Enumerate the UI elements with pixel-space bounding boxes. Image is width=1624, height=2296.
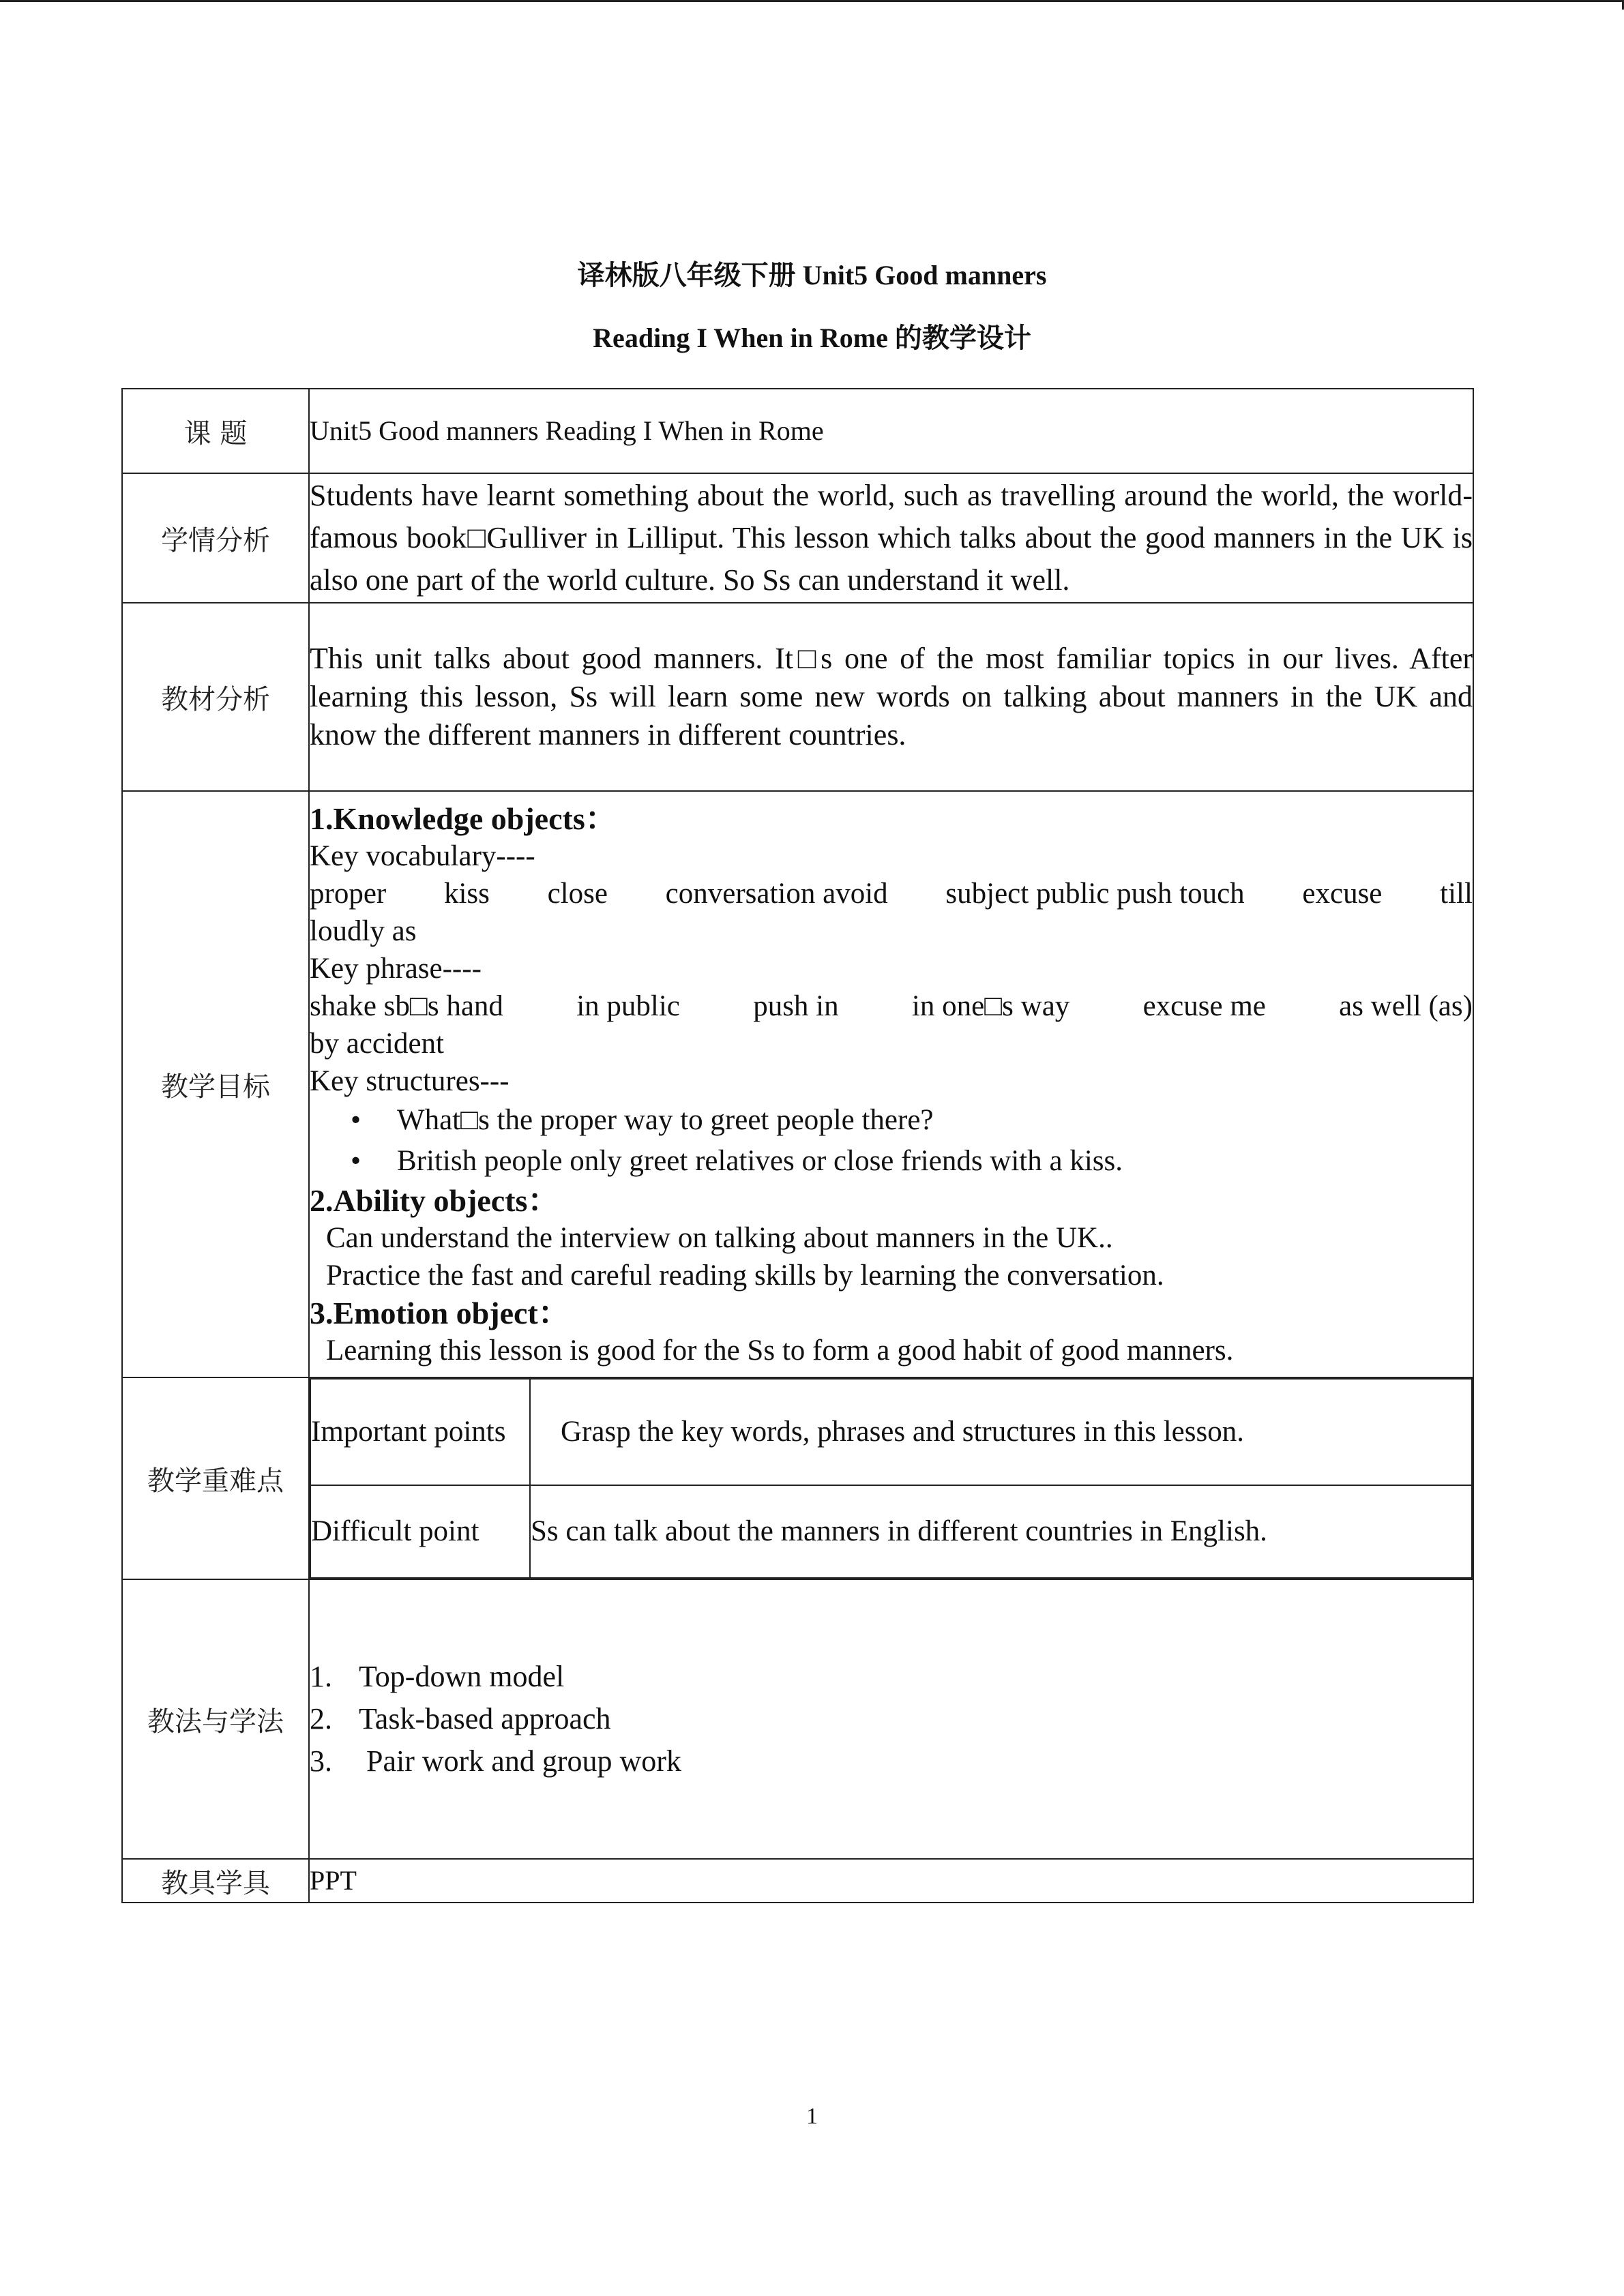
method-text: Top-down model — [359, 1660, 565, 1693]
phrase-label: Key phrase---- — [310, 952, 482, 985]
structure-text: What□s the proper way to greet people there? — [397, 1103, 934, 1136]
objectives-content — [309, 791, 1473, 1377]
difficult-label: Difficult point — [310, 1485, 530, 1578]
material-analysis-label: 教材分析 — [122, 603, 309, 791]
vocab-word: conversation avoid — [665, 877, 888, 910]
subject-value: Unit5 Good manners Reading I When in Rome — [309, 389, 1473, 473]
method-text: Task-based approach — [359, 1702, 611, 1735]
phrase-item: in one□s way — [911, 989, 1070, 1022]
learner-analysis-label: 学情分析 — [122, 473, 309, 603]
phrase-item: push in — [753, 989, 839, 1022]
document-subtitle: Reading I When in Rome 的教学设计 — [593, 323, 1031, 353]
method-number: 3. — [310, 1744, 332, 1778]
vocab-word: kiss — [443, 877, 490, 910]
phrase-line-2: by accident — [310, 1027, 444, 1060]
emotion-text: Learning this lesson is good for the Ss to form a good habit of good manners. — [326, 1334, 1234, 1367]
phrase-item: excuse me — [1142, 989, 1266, 1022]
row-material-analysis — [122, 603, 1473, 791]
methods-list — [309, 1579, 1473, 1859]
vocab-line-2: loudly as — [310, 914, 417, 947]
method-text: Pair work and group work — [359, 1744, 681, 1778]
row-tools — [122, 1859, 1473, 1903]
ability-item: Practice the fast and careful reading skills by learning the conversation. — [326, 1259, 1164, 1292]
phrase-item: in public — [576, 989, 680, 1022]
vocab-word: excuse — [1302, 877, 1383, 910]
method-number: 2. — [310, 1702, 332, 1735]
ability-heading: 2.Ability objects： — [310, 1182, 559, 1218]
method-item — [310, 1698, 1473, 1740]
vocab-word: subject public push touch — [945, 877, 1245, 910]
row-subject — [122, 389, 1473, 473]
method-item — [310, 1740, 1473, 1783]
method-number: 1. — [310, 1660, 332, 1693]
key-points-subtable — [310, 1378, 1473, 1579]
vocab-word: till — [1440, 877, 1473, 910]
objectives-label: 教学目标 — [122, 791, 309, 1377]
page-number: 1 — [806, 2104, 818, 2129]
structures-label: Key structures--- — [310, 1064, 510, 1097]
knowledge-heading: 1.Knowledge objects： — [310, 801, 617, 836]
row-objectives — [122, 791, 1473, 1377]
top-border-line — [0, 0, 1624, 2]
important-text: Grasp the key words, phrases and structures in this lesson. — [530, 1379, 1472, 1485]
key-points-label: 教学重难点 — [122, 1377, 309, 1579]
vocab-line — [310, 875, 1473, 912]
important-label: Important points — [310, 1379, 530, 1485]
tools-value: PPT — [309, 1859, 1473, 1903]
tools-label: 教具学具 — [122, 1859, 309, 1903]
subject-label: 课 题 — [122, 389, 309, 473]
emotion-heading: 3.Emotion object： — [310, 1295, 570, 1330]
ability-item: Can understand the interview on talking about manners in the UK.. — [326, 1221, 1113, 1254]
method-item — [310, 1656, 1473, 1698]
lesson-plan-table — [121, 388, 1474, 1903]
learner-analysis-text: Students have learnt something about the world, such as travelling around the world, the world-famous book□Gulliver in Lilliput. This lesson which talks about the good manners in the UK is also one part of the world culture. So Ss can understand it well. — [309, 473, 1473, 603]
difficult-text: Ss can talk about the manners in different countries in English. — [530, 1485, 1472, 1578]
bullet-icon: • — [351, 1144, 361, 1177]
methods-label: 教法与学法 — [122, 1579, 309, 1859]
key-points-cell — [309, 1377, 1473, 1579]
vocab-word: close — [547, 877, 608, 910]
row-key-points — [122, 1377, 1473, 1579]
vocab-word: proper — [310, 877, 387, 910]
phrase-item: as well (as) — [1339, 989, 1473, 1022]
phrase-line — [310, 987, 1473, 1025]
phrase-item: shake sb□s hand — [310, 989, 503, 1022]
row-methods — [122, 1579, 1473, 1859]
structure-text: British people only greet relatives or close friends with a kiss. — [397, 1144, 1123, 1177]
structure-item — [310, 1100, 1473, 1141]
document-title: 译林版八年级下册 Unit5 Good manners — [577, 260, 1047, 290]
structure-item — [310, 1141, 1473, 1182]
row-learner-analysis — [122, 473, 1473, 603]
vocab-label: Key vocabulary---- — [310, 839, 535, 872]
material-analysis-text: This unit talks about good manners. It□s one of the most familiar topics in our lives. After learning this lesson, Ss will learn some new words on talking about manners in the UK and know the different manners in different countries. — [309, 603, 1473, 791]
bullet-icon: • — [351, 1103, 361, 1136]
